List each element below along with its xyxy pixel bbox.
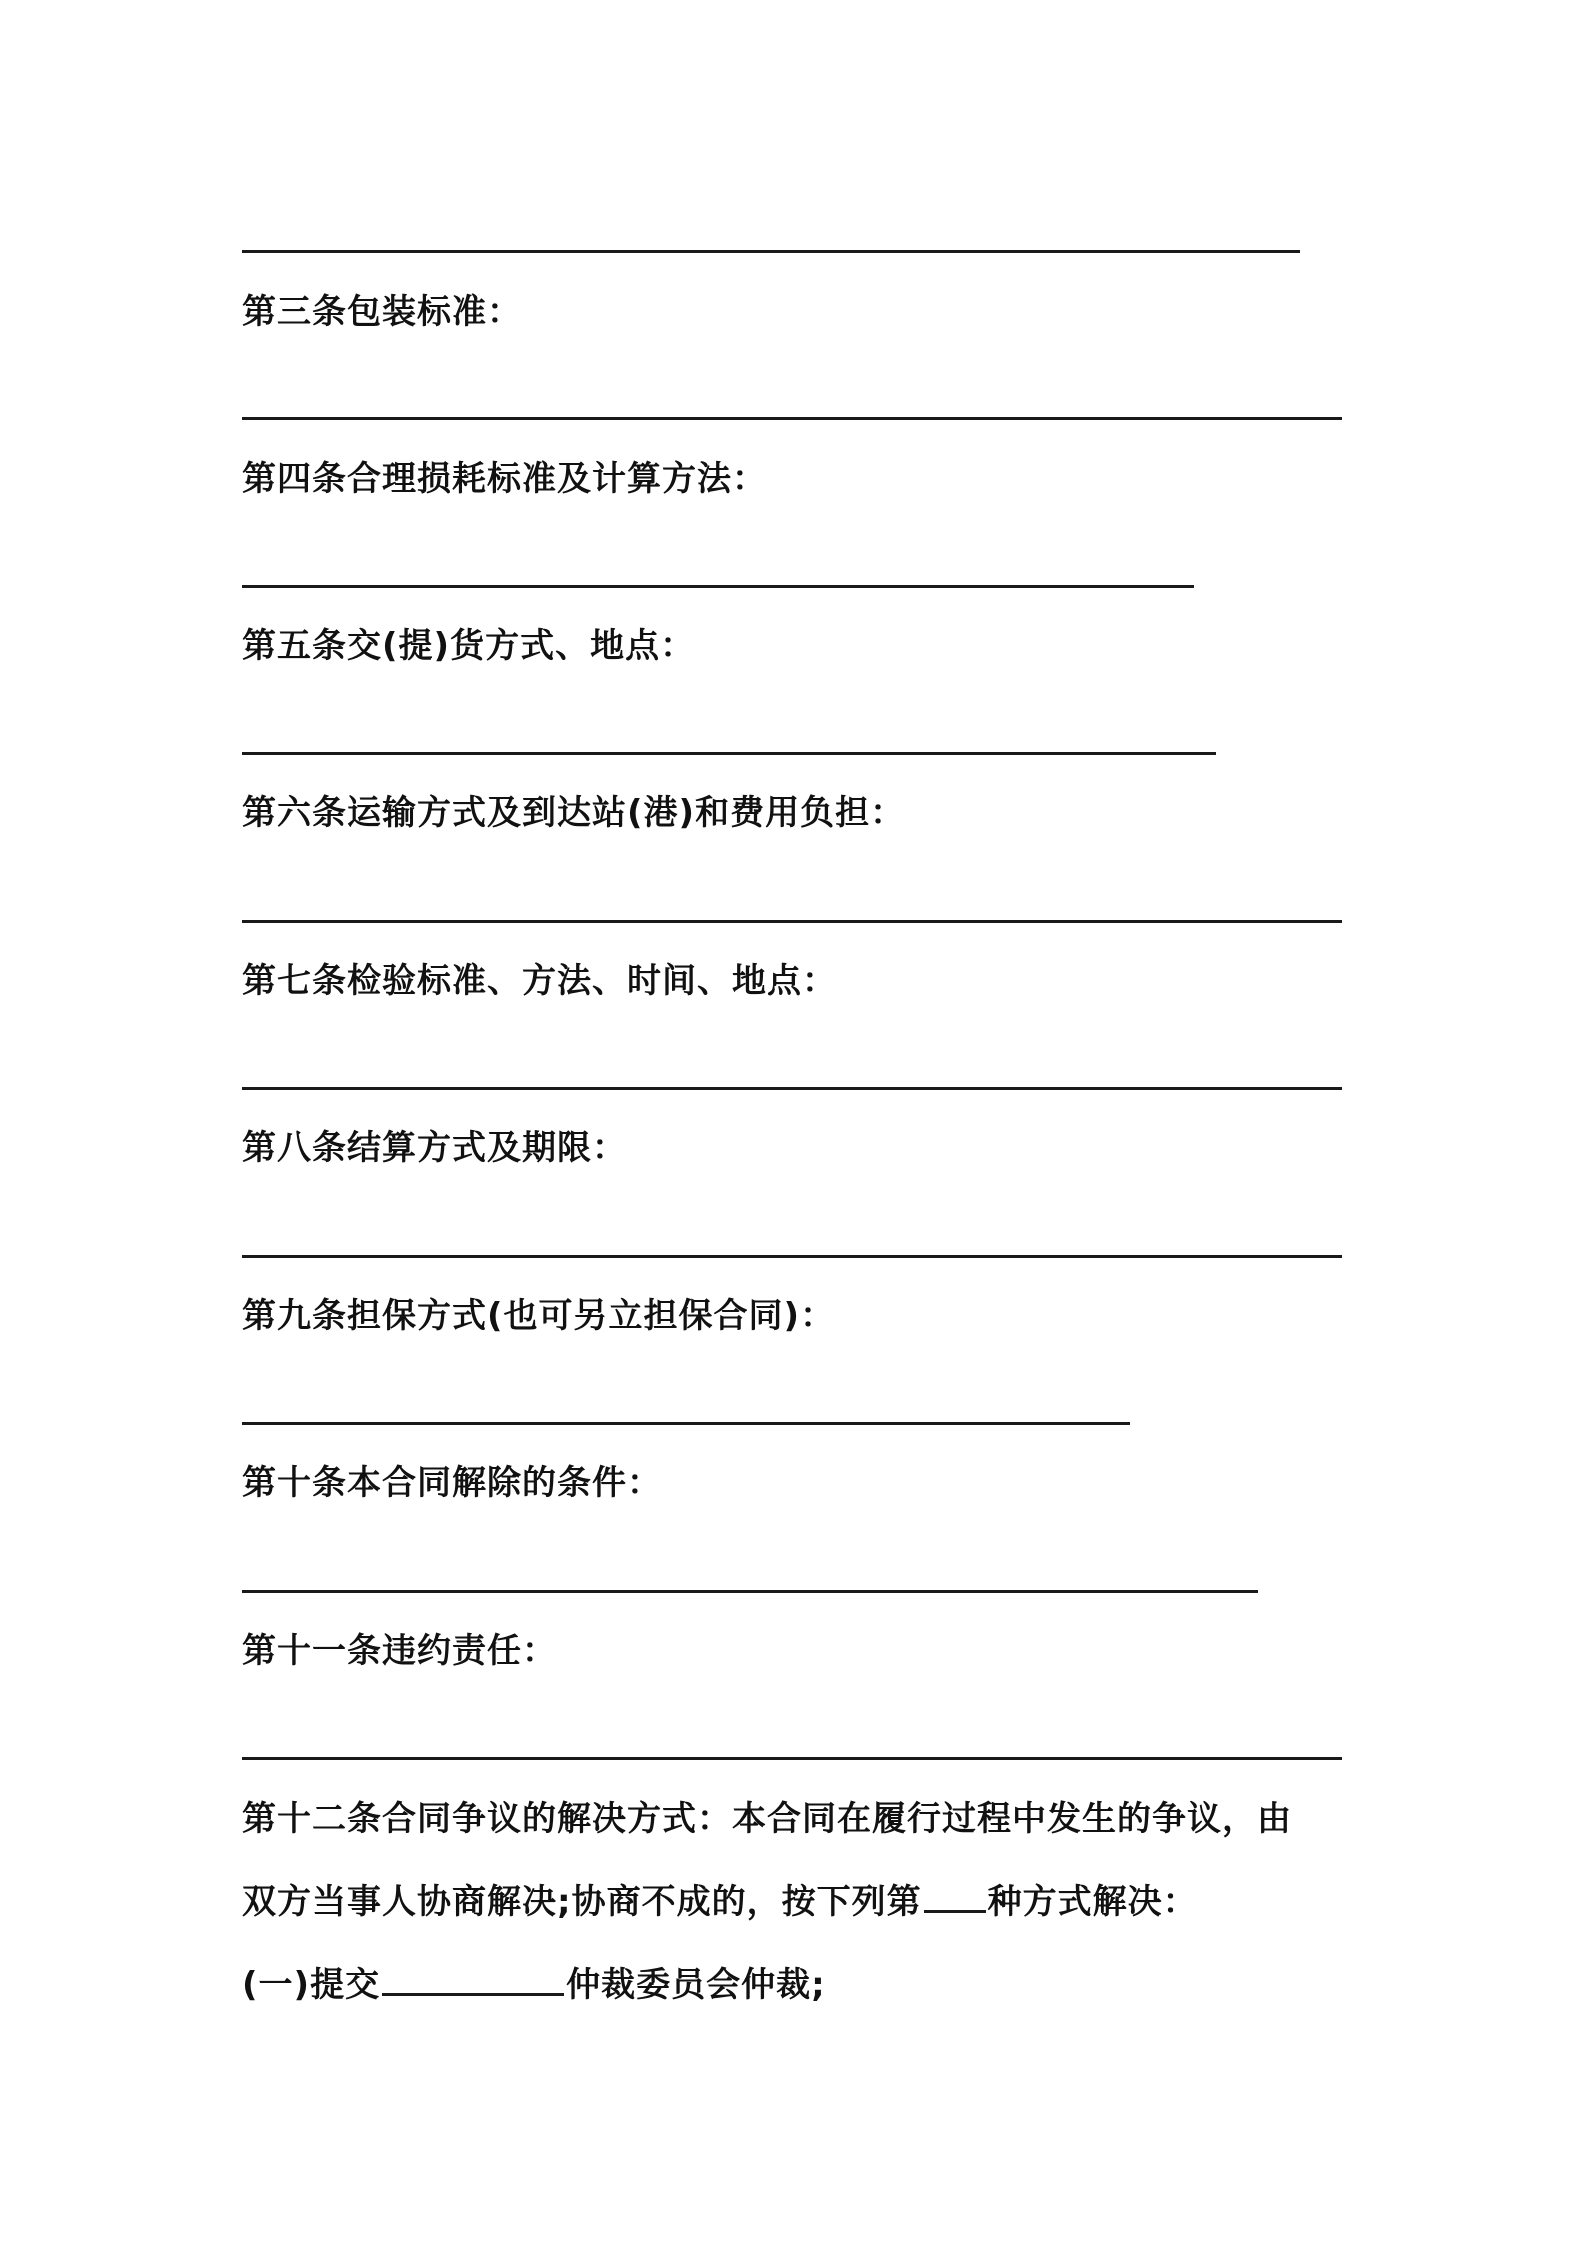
clause-4-label: 第四条合理损耗标准及计算方法： [242,459,767,499]
fill-in-line[interactable] [242,1087,1342,1090]
clause-12-line-2 [242,1880,1198,1924]
fill-in-line[interactable] [242,585,1194,588]
clause-12-line-1: 第十二条合同争议的解决方式：本合同在履行过程中发生的争议，由 [242,1799,1292,1839]
fill-in-line[interactable] [242,1757,1342,1760]
clause-10-label: 第十条本合同解除的条件： [242,1463,662,1503]
clause-5-label: 第五条交(提)货方式、地点： [242,626,696,666]
fill-in-line[interactable] [242,920,1342,923]
clause-12-line-2-suffix: 种方式解决： [987,1882,1198,1922]
clause-3-label: 第三条包装标准： [242,292,522,332]
clause-12-line-2-text: 双方当事人协商解决;协商不成的，按下列第 [242,1882,922,1922]
option-1-prefix: (一)提交 [242,1965,381,2005]
option-number-blank[interactable] [924,1880,986,1913]
clause-6-label: 第六条运输方式及到达站(港)和费用负担： [242,793,906,833]
fill-in-line[interactable] [242,1422,1130,1425]
option-1-suffix: 仲裁委员会仲裁; [566,1965,826,2005]
fill-in-line[interactable] [242,250,1300,253]
clause-11-label: 第十一条违约责任： [242,1631,557,1671]
arbitration-commission-blank[interactable] [382,1963,564,1996]
option-1-line [242,1963,826,2007]
fill-in-line[interactable] [242,417,1342,420]
clause-8-label: 第八条结算方式及期限： [242,1128,627,1168]
clause-9-label: 第九条担保方式(也可另立担保合同)： [242,1296,836,1336]
fill-in-line[interactable] [242,1590,1258,1593]
clause-7-label: 第七条检验标准、方法、时间、地点： [242,961,837,1001]
fill-in-line[interactable] [242,752,1216,755]
fill-in-line[interactable] [242,1255,1342,1258]
